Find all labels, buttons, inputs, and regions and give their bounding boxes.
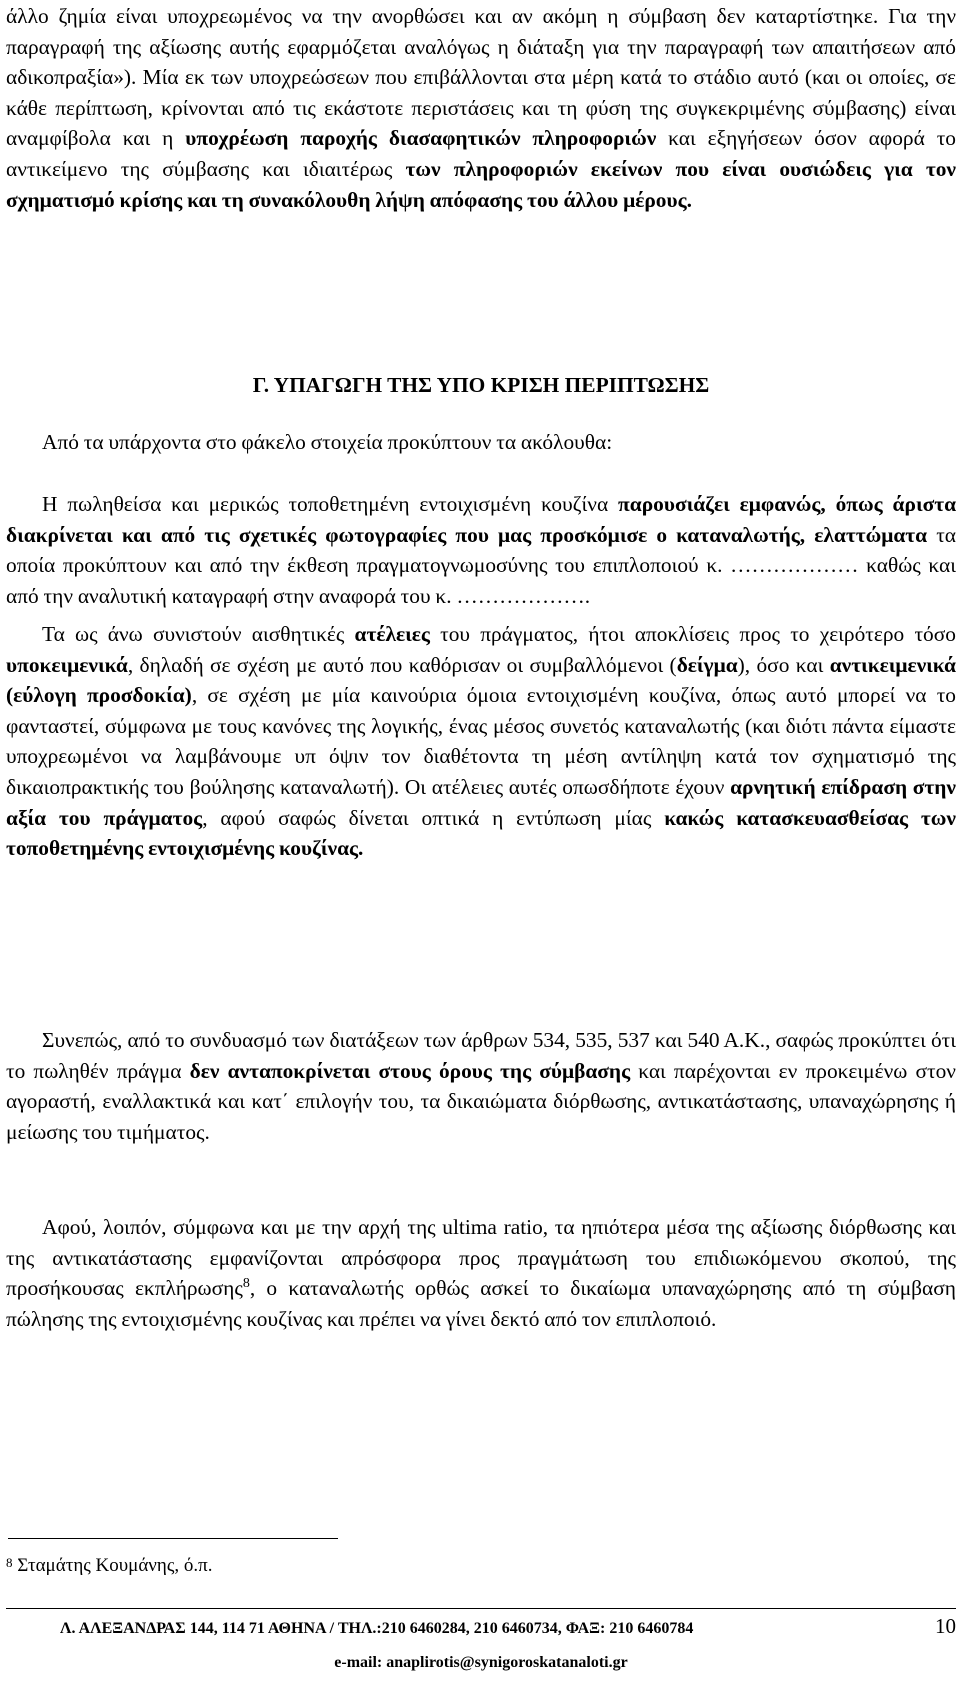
intro-bold-2: των πληροφοριών εκείνων που είναι ουσιώδεις για τον σχηματισμό κρίσης και τη συνακόλουθη λήψη απόφασης του άλλου μέρους.	[6, 156, 956, 212]
ultima-text-2: , ο καταναλωτής ορθώς ασκεί το δικαίωμα υπαναχώρησης από τη σύμβαση πώλησης της εντοιχισμένης κουζίνας και πρέπει να γίνει δεκτό από τον επιπλοποιό.	[6, 1276, 956, 1331]
defects-text-3: , δηλαδή σε σχέση με αυτό που καθόρισαν οι συμβαλλόμενοι (	[127, 652, 677, 677]
intro-bold-1: υποχρέωση παροχής διασαφητικών πληροφοριών	[185, 126, 657, 151]
page-number: 10	[935, 1614, 956, 1638]
kitchen-paragraph	[6, 489, 956, 611]
defects-text-2: του πράγματος, ήτοι αποκλίσεις προς το χειρότερο τόσο	[429, 622, 956, 646]
defects-bold-6: κακώς κατασκευασθείσας των τοποθετημένης εντοιχισμένης κουζίνας.	[6, 805, 956, 861]
intro-paragraph	[6, 1, 956, 215]
kitchen-bold-1: παρουσιάζει εμφανώς, όπως άριστα διακρίνεται και από τις σχετικές φωτογραφίες που μας προσκόμισε ο καταναλωτής, ελαττώματα	[6, 492, 957, 547]
defects-text-4: ), όσο και	[737, 652, 830, 677]
footnote-divider	[8, 1538, 338, 1539]
consequence-paragraph	[6, 1025, 956, 1147]
lead-paragraph: Από τα υπάρχοντα στο φάκελο στοιχεία προκύπτουν τα ακόλουθα:	[42, 430, 613, 454]
consequence-text-1: Συνεπώς, από το συνδυασμό των διατάξεων των άρθρων 534, 535, 537 και 540 Α.Κ., σαφώς προκύπτει ότι το πωληθέν πράγμα	[6, 1028, 956, 1083]
defects-text-6: , αφού σαφώς δίνεται οπτικά η εντύπωση μίας	[202, 805, 665, 830]
defects-bold-2: υποκειμενικά	[6, 652, 128, 677]
footnote-reference[interactable]: 8	[242, 1276, 250, 1292]
ultima-paragraph	[6, 1212, 956, 1334]
intro-text-1: άλλο ζημία είναι υποχρεωμένος να την ανορθώσει και αν ακόμη η σύμβαση δεν καταρτίστηκε. Για την παραγραφή της αξίωσης αυτής εφαρμόζεται αναλόγως η διάταξη για την παραγραφή των απαιτήσεων από αδικοπραξία»).	[6, 4, 956, 90]
defects-paragraph	[6, 619, 956, 864]
footnote-text: Σταμάτης Κουμάνης, ό.π.	[12, 1555, 213, 1576]
intro-text-3: και εξηγήσεων όσον αφορά το αντικείμενο της σύμβασης και ιδιαιτέρως	[6, 126, 956, 181]
consequence-bold-1: δεν ανταποκρίνεται στους όρους της σύμβασης	[189, 1058, 631, 1083]
defects-bold-3: δείγμα	[676, 652, 738, 677]
footnote	[6, 1553, 212, 1579]
kitchen-text-1: Η πωληθείσα και μερικώς τοποθετημένη εντοιχισμένη κουζίνα	[42, 492, 619, 516]
footer-divider	[6, 1608, 956, 1609]
defects-text-1: Τα ως άνω συνιστούν αισθητικές	[42, 622, 355, 646]
defects-bold-1: ατέλειες	[354, 622, 430, 646]
defects-bold-4: αντικειμενικά (εύλογη προσδοκία)	[6, 652, 956, 708]
defects-bold-5: αρνητική επίδραση στην αξία του πράγματος	[6, 774, 956, 830]
section-heading: Γ. ΥΠΑΓΩΓΗ ΤΗΣ ΥΠΟ ΚΡΙΣΗ ΠΕΡΙΠΤΩΣΗΣ	[252, 373, 710, 397]
footer-email[interactable]: e-mail: anaplirotis@synigoroskatanaloti.gr	[334, 1654, 628, 1671]
ultima-text-1: Αφού, λοιπόν, σύμφωνα και με την αρχή της ultima ratio, τα ηπιότερα μέσα της αξίωσης διόρθωσης και της αντικατάστασης εμφανίζονται απρόσφορα προς πραγμάτωση του επιδιωκόμενου σκοπού, της προσήκουσας εκπλήρωσης	[6, 1215, 956, 1301]
defects-text-5: , σε σχέση με μία καινούρια όμοια εντοιχισμένη κουζίνα, όπως αυτό μπορεί να το φανταστεί, σύμφωνα με τους κανόνες της λογικής, ένας μέσος συνετός καταναλωτής (και διότι πάντα είμαστε υποχρεωμένοι να λαμβάνουμε υπ όψιν τον διαθέτοντα τη μέση αντίληψη κατά τον σχηματισμό της δικαιοπρακτικής του βούλησης καταναλωτή). Οι ατέλειες αυτές οπωσδήποτε έχουν	[6, 683, 957, 799]
intro-text-2: Μία εκ των υποχρεώσεων που επιβάλλονται στα μέρη κατά το στάδιο αυτό (και οι οποίες, σε κάθε περίπτωση, κρίνονται από τις εκάστοτε περιστάσεις και τη φύση της συγκεκριμένης σύμβασης) είναι αναμφίβολα και η	[6, 65, 956, 151]
consequence-text-2: και παρέχονται εν προκειμένω στον αγοραστή, εναλλακτικά και κατ΄ επιλογήν του, τα δικαιώματα διόρθωσης, αντικατάστασης, υπαναχώρησης ή μείωσης του τιμήματος.	[6, 1058, 956, 1144]
kitchen-text-2: τα οποία προκύπτουν και από την έκθεση πραγματογνωμοσύνης του επιπλοποιού κ. ……………… καθώς και από την αναλυτική καταγραφή στην αναφορά του κ. ……………….	[6, 522, 956, 608]
footnote-number: 8	[6, 1555, 13, 1570]
footer-address: Λ. ΑΛΕΞΑΝΔΡΑΣ 144, 114 71 ΑΘΗΝΑ / ΤΗΛ.:210 6460284, 210 6460734, ΦΑΞ: 210 6460784	[60, 1620, 694, 1637]
